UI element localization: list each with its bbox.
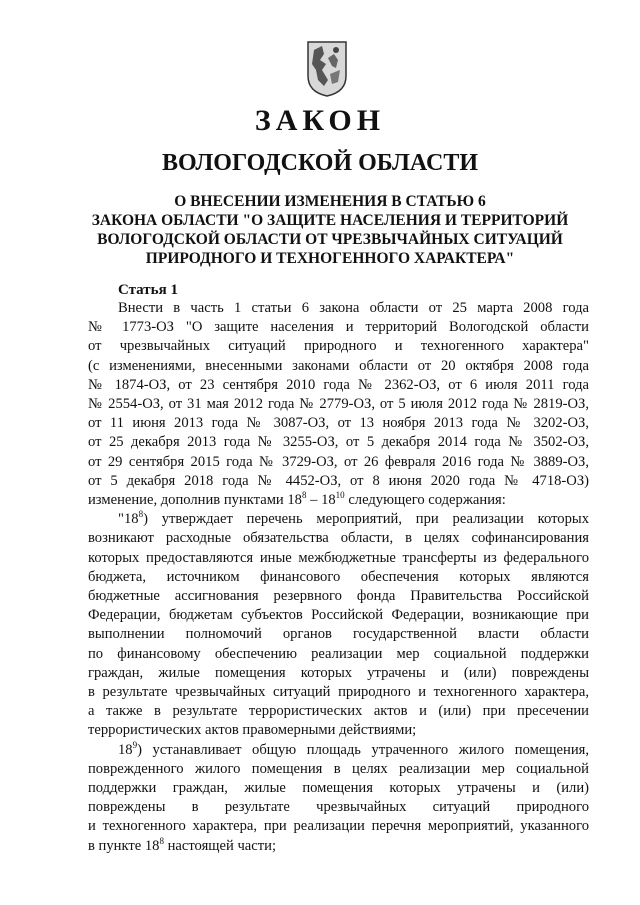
text-run: следующего содержания:	[344, 492, 506, 509]
body-line: от 29 сентября 2015 года № 3729-ОЗ, от 26 февраля 2016 года № 3889-ОЗ,	[88, 453, 589, 470]
body-line: бюджета, источником финансового обеспечения которых являются	[88, 568, 589, 585]
superscript: 9	[132, 739, 138, 750]
article-body	[88, 299, 589, 856]
body-line: от чрезвычайных ситуаций природного и техногенного характера"	[88, 338, 589, 355]
article-heading: Статья 1	[118, 282, 178, 298]
body-line: террористических актов правомерными действиями;	[88, 722, 417, 739]
body-line	[88, 491, 589, 510]
superscript: 8	[159, 835, 164, 846]
text-run: – 18	[306, 492, 336, 509]
body-line	[88, 837, 589, 856]
superscript: 8	[138, 509, 144, 520]
coat-of-arms-icon	[306, 40, 348, 98]
body-line: по финансовому обеспечению реализации мер социальной поддержки	[88, 645, 589, 662]
body-line: от 25 декабря 2013 года № 3255-ОЗ, от 5 декабря 2014 года № 3502-ОЗ,	[88, 434, 589, 451]
text-run: в пункте 18	[88, 837, 160, 854]
body-line: (с изменениями, внесенными законами области от 20 октября 2008 года	[88, 357, 589, 374]
subtitle-line: ЗАКОНА ОБЛАСТИ "О ЗАЩИТЕ НАСЕЛЕНИЯ И ТЕРРИТОРИЙ	[91, 212, 569, 229]
subtitle-line: ПРИРОДНОГО И ТЕХНОГЕННОГО ХАРАКТЕРА"	[145, 250, 515, 267]
text-run: ) утверждает перечень мероприятий, при реализации которых	[143, 511, 589, 528]
body-line: от 11 июня 2013 года № 3087-ОЗ, от 13 ноября 2013 года № 3202-ОЗ,	[88, 415, 589, 432]
body-line: поддержки граждан, жилые помещения которых утрачены и (или)	[88, 780, 589, 797]
body-line: граждан, жилые помещения которых утрачены и (или) повреждены	[88, 664, 589, 681]
body-line: № 1874-ОЗ, от 23 сентября 2010 года № 2362-ОЗ, от 6 июля 2011 года	[88, 376, 589, 393]
text-run: настоящей части;	[163, 837, 276, 854]
superscript: 8	[301, 490, 307, 501]
body-line: бюджетные ассигнования резервного фонда Правительства Российской	[88, 588, 589, 605]
body-line: поврежденного жилого помещения в целях реализации мер социальной	[88, 760, 589, 777]
body-line: № 2554-ОЗ, от 31 мая 2012 года № 2779-ОЗ, от 5 июля 2012 года № 2819-ОЗ,	[88, 396, 589, 413]
body-line: и техногенного характера, при реализации перечня мероприятий, указанного	[88, 818, 589, 835]
body-line: выполнении полномочий органов государственной власти области	[88, 626, 589, 643]
region-title: ВОЛОГОДСКОЙ ОБЛАСТИ	[161, 150, 479, 176]
subtitle-line: ВОЛОГОДСКОЙ ОБЛАСТИ ОТ ЧРЕЗВЫЧАЙНЫХ СИТУАЦИЙ	[97, 231, 563, 248]
body-line: Федерации, бюджетам субъектов Российской Федерации, возникающие при	[88, 607, 589, 624]
law-subtitle	[90, 192, 570, 268]
body-line: Внести в часть 1 статьи 6 закона области от 25 марта 2008 года	[118, 300, 589, 316]
body-line	[88, 741, 589, 760]
body-line: в результате чрезвычайных ситуаций природного и техногенного характера,	[88, 684, 589, 701]
text-run: "18	[118, 511, 139, 528]
subtitle-line: О ВНЕСЕНИИ ИЗМЕНЕНИЯ В СТАТЬЮ 6	[174, 193, 486, 210]
text-run: 18	[118, 741, 133, 758]
body-line: которых предоставляются иные межбюджетные трансферты из федерального	[88, 549, 589, 566]
body-line: а также в результате террористических актов и (или) при пресечении	[88, 703, 589, 720]
text-run: ) устанавливает общую площадь утраченного жилого помещения,	[137, 741, 589, 758]
text-run: изменение, дополнив пунктами 18	[88, 492, 302, 509]
superscript: 10	[335, 490, 345, 501]
body-line: от 5 декабря 2018 года № 4452-ОЗ, от 8 июня 2020 года № 4718-ОЗ)	[88, 472, 589, 489]
body-line: № 1773-ОЗ "О защите населения и территорий Вологодской области	[88, 319, 589, 336]
body-line	[88, 510, 589, 529]
body-line: возникают расходные обязательства области, в целях софинансирования	[88, 530, 589, 547]
body-line: повреждены в результате чрезвычайных ситуаций природного	[88, 799, 589, 816]
law-title: ЗАКОН	[254, 104, 386, 137]
